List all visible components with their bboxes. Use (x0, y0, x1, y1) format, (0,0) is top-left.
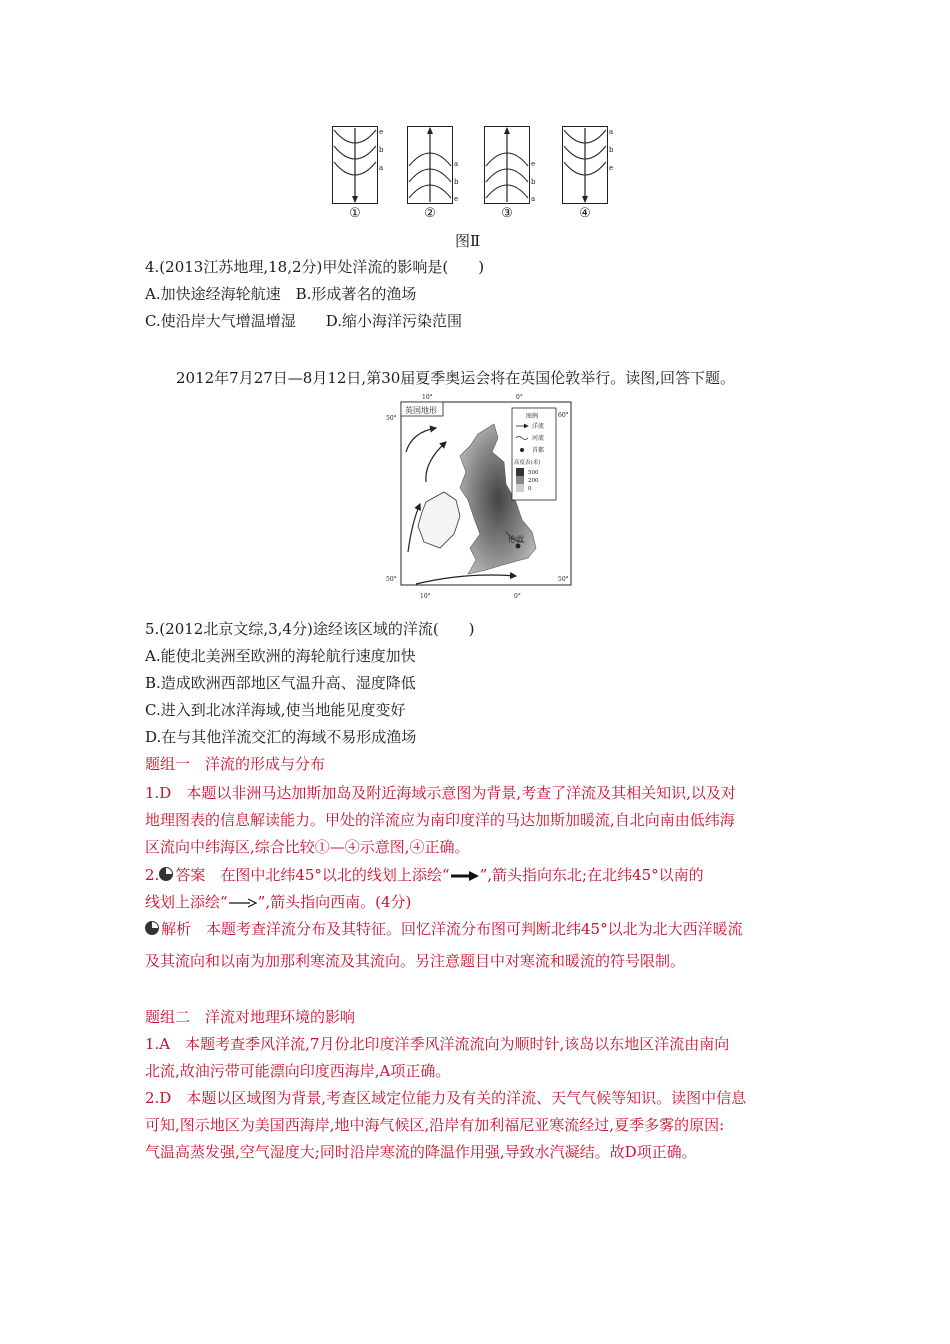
q4-option-cd: C.使沿岸大气增温增湿 D.缩小海洋污染范围 (145, 312, 462, 330)
answer-b2-line-2: 可知,图示地区为美国西海岸,地中海气候区,沿岸有加利福尼亚寒流经过,夏季多雾的原因: (145, 1116, 725, 1134)
panel-4-label-top: a (609, 128, 614, 136)
answer-1-line-1: 1.D 本题以非洲马达加斯加岛及附近海域示意图为背景,考查了洋流及其相关知识,以及对 (145, 784, 736, 802)
lat-60-label: 60° (558, 412, 569, 419)
q5-option-b: B.造成欧洲西部地区气温升高、湿度降低 (145, 674, 416, 692)
q5-option-d: D.在与其他洋流交汇的海域不易形成渔场 (145, 728, 417, 746)
q4-stem: 4.(2013江苏地理,18,2分)甲处洋流的影响是( ) (145, 258, 485, 276)
elevation-title: 高度表(米) (514, 460, 541, 466)
panel-4-label-bottom: e (609, 164, 614, 172)
capital-label: 伦敦 (508, 535, 524, 544)
answer-2-text-b: ”,箭头指向东北;在北纬45°以南的 (479, 866, 704, 884)
answer-marker-icon (159, 867, 173, 881)
answer-b1-line-1: 1.A 本题考查季风洋流,7月份北印度洋季风洋流流向为顺时针,该岛以东地区洋流由南向 (145, 1035, 730, 1053)
panel-2-number: ② (424, 206, 436, 221)
lat-50-right: 50° (558, 576, 569, 583)
isotherm-panel-4 (562, 126, 612, 204)
isotherm-panel-2 (407, 126, 457, 204)
analysis-marker-icon (145, 921, 159, 935)
isotherm-panel-3 (484, 126, 534, 204)
q4-option-ab: A.加快途经海轮航速 B.形成著名的渔场 (145, 285, 417, 303)
answer-1-line-2: 地理图表的信息解读能力。甲处的洋流应为南印度洋的马达加斯加暖流,自北向南由低纬海 (145, 811, 735, 829)
lat-50-left-top: 50° (386, 415, 397, 422)
legend-current: 洋流 (532, 423, 545, 430)
answer-b2-line-3: 气温高蒸发强,空气湿度大;同时沿岸寒流的降温作用强,导致水汽凝结。故D项正确。 (145, 1143, 697, 1161)
answer-2-analysis-line-2: 及其流向和以南为加那利寒流及其流向。另注意题目中对寒流和暖流的符号限制。 (145, 952, 686, 970)
panel-1-label-bottom: a (379, 164, 384, 172)
lon-10-top: 10° (422, 394, 433, 401)
lon-0-top: 0° (516, 394, 523, 401)
elev-500: 500 (528, 470, 539, 476)
elev-0: 0 (528, 486, 532, 492)
answer-2-text-c: 线划上添绘“ (145, 893, 228, 911)
answer-2-text-d: ”,箭头指向西南。(4分) (257, 893, 412, 911)
intro-text: 2012年7月27日—8月12日,第30届夏季奥运会将在英国伦敦举行。读图,回答下题。 (176, 369, 736, 387)
panel-4-number: ④ (579, 206, 591, 221)
answer-1-line-3: 区流向中纬海区,综合比较①—④示意图,④正确。 (145, 838, 470, 856)
elev-200: 200 (528, 478, 539, 484)
answer-2-number: 2. (145, 866, 160, 884)
answer-2-analysis-text: 解析 本题考查洋流分布及其特征。回忆洋流分布图可判断北纬45°以北为北大西洋暖流 (161, 920, 743, 938)
map-title: 英国地形 (405, 406, 437, 415)
group-1-title: 题组一 洋流的形成与分布 (145, 755, 326, 773)
legend-river: 河流 (532, 435, 545, 442)
answer-2-line-1 (145, 864, 704, 886)
answer-b2-line-1: 2.D 本题以区域图为背景,考查区域定位能力及有关的洋流、天气气候等知识。读图中信息 (145, 1089, 747, 1107)
panel-2-label-top: a (454, 160, 459, 168)
cold-current-arrow-icon (228, 897, 258, 909)
answer-2-analysis-line-1 (145, 918, 743, 940)
panel-1-number: ① (349, 206, 361, 221)
lon-10-bottom: 10° (420, 593, 431, 600)
panel-3-label-top: e (531, 160, 536, 168)
uk-terrain-map (356, 392, 576, 606)
isotherm-panel-1 (332, 126, 382, 204)
panel-2-label-bottom: e (454, 195, 459, 203)
panel-1-label-mid: b (379, 146, 384, 154)
answer-b1-line-2: 北流,故油污带可能漂向印度西海岸,A项正确。 (145, 1062, 451, 1080)
legend-capital: 首都 (532, 447, 545, 454)
lat-50-left-bottom: 50° (386, 576, 397, 583)
q5-option-a: A.能使北美洲至欧洲的海轮航行速度加快 (145, 647, 416, 665)
panel-3-number: ③ (501, 206, 513, 221)
panel-2-label-mid: b (454, 178, 459, 186)
q5-stem: 5.(2012北京文综,3,4分)途经该区域的洋流( ) (145, 620, 475, 638)
answer-2-text-a: 答案 在图中北纬45°以北的线划上添绘“ (175, 866, 450, 884)
lon-0-bottom: 0° (514, 593, 521, 600)
answer-2-line-2 (145, 891, 411, 913)
panel-1-label-top: e (379, 128, 384, 136)
warm-current-arrow-icon (450, 870, 480, 882)
legend-title: 图例 (526, 413, 539, 420)
group-2-title: 题组二 洋流对地理环境的影响 (145, 1008, 356, 1026)
figure-2-caption: 图Ⅱ (455, 232, 481, 250)
panel-3-label-mid: b (531, 178, 536, 186)
panel-3-label-bottom: a (531, 195, 536, 203)
q5-option-c: C.进入到北冰洋海域,使当地能见度变好 (145, 701, 406, 719)
panel-4-label-mid: b (609, 146, 614, 154)
